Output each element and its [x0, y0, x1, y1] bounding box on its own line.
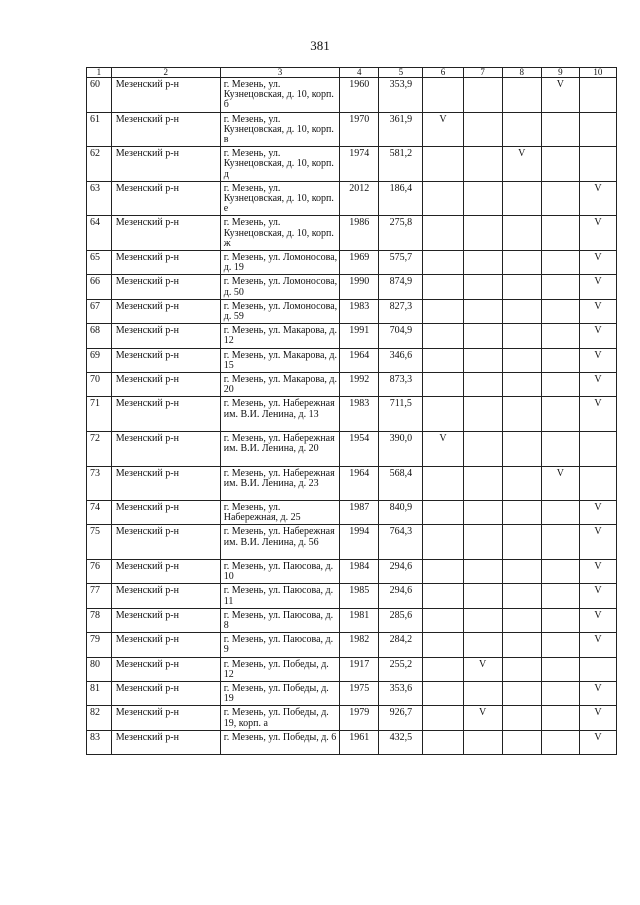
row-number: 62 [87, 147, 112, 182]
table-row [87, 372, 617, 396]
mark-cell-col-10: V [579, 525, 616, 560]
mark-cell-col-7 [463, 216, 502, 251]
address-cell: г. Мезень, ул. Паюсова, д. 10 [220, 560, 339, 584]
mark-cell-col-6 [423, 397, 463, 432]
district-cell: Мезенский р-н [111, 584, 220, 608]
mark-cell-col-8 [502, 501, 541, 525]
address-cell: г. Мезень, ул. Кузнецовская, д. 10, корп. ж [220, 216, 339, 251]
year-cell: 2012 [340, 181, 379, 216]
row-number: 71 [87, 397, 112, 432]
table-row [87, 275, 617, 299]
mark-cell-col-7 [463, 608, 502, 632]
mark-cell-col-8 [502, 78, 541, 113]
address-cell: г. Мезень, ул. Набережная им. В.И. Ленина, д. 23 [220, 466, 339, 501]
area-cell: 255,2 [379, 657, 423, 681]
district-cell: Мезенский р-н [111, 147, 220, 182]
district-cell: Мезенский р-н [111, 706, 220, 730]
mark-cell-col-10: V [579, 324, 616, 348]
mark-cell-col-9 [541, 397, 579, 432]
address-cell: г. Мезень, ул. Паюсова, д. 11 [220, 584, 339, 608]
address-cell: г. Мезень, ул. Макарова, д. 20 [220, 372, 339, 396]
mark-cell-col-8 [502, 216, 541, 251]
mark-cell-col-7 [463, 682, 502, 706]
mark-cell-col-7: V [463, 706, 502, 730]
mark-cell-col-6 [423, 525, 463, 560]
mark-cell-col-6 [423, 730, 463, 754]
row-number: 78 [87, 608, 112, 632]
area-cell: 711,5 [379, 397, 423, 432]
mark-cell-col-6 [423, 584, 463, 608]
mark-cell-col-9 [541, 608, 579, 632]
row-number: 72 [87, 431, 112, 466]
mark-cell-col-9 [541, 584, 579, 608]
mark-cell-col-7 [463, 525, 502, 560]
mark-cell-col-10: V [579, 299, 616, 323]
mark-cell-col-6: V [423, 112, 463, 147]
address-cell: г. Мезень, ул. Паюсова, д. 9 [220, 633, 339, 657]
mark-cell-col-8 [502, 275, 541, 299]
column-header-1: 1 [87, 68, 112, 78]
mark-cell-col-10: V [579, 250, 616, 274]
mark-cell-col-6 [423, 324, 463, 348]
mark-cell-col-7 [463, 250, 502, 274]
table-row [87, 397, 617, 432]
year-cell: 1982 [340, 633, 379, 657]
row-number: 70 [87, 372, 112, 396]
mark-cell-col-8 [502, 431, 541, 466]
district-cell: Мезенский р-н [111, 633, 220, 657]
district-cell: Мезенский р-н [111, 657, 220, 681]
row-number: 69 [87, 348, 112, 372]
mark-cell-col-8 [502, 633, 541, 657]
page-number: 381 [310, 38, 330, 53]
address-cell: г. Мезень, ул. Макарова, д. 12 [220, 324, 339, 348]
mark-cell-col-6 [423, 181, 463, 216]
year-cell: 1991 [340, 324, 379, 348]
mark-cell-col-7 [463, 372, 502, 396]
table-row [87, 299, 617, 323]
area-cell: 704,9 [379, 324, 423, 348]
table-row [87, 216, 617, 251]
mark-cell-col-7 [463, 348, 502, 372]
mark-cell-col-10: V [579, 501, 616, 525]
table-row [87, 706, 617, 730]
area-cell: 581,2 [379, 147, 423, 182]
buildings-table [86, 67, 617, 755]
mark-cell-col-7 [463, 299, 502, 323]
table-row [87, 730, 617, 754]
mark-cell-col-8 [502, 112, 541, 147]
mark-cell-col-9 [541, 216, 579, 251]
mark-cell-col-9 [541, 633, 579, 657]
column-header-5: 5 [379, 68, 423, 78]
mark-cell-col-6 [423, 147, 463, 182]
area-cell: 186,4 [379, 181, 423, 216]
area-cell: 926,7 [379, 706, 423, 730]
mark-cell-col-8 [502, 466, 541, 501]
address-cell: г. Мезень, ул. Ломоносова, д. 59 [220, 299, 339, 323]
address-cell: г. Мезень, ул. Кузнецовская, д. 10, корп. в [220, 112, 339, 147]
mark-cell-col-9 [541, 501, 579, 525]
row-number: 64 [87, 216, 112, 251]
area-cell: 275,8 [379, 216, 423, 251]
mark-cell-col-7 [463, 501, 502, 525]
mark-cell-col-8 [502, 682, 541, 706]
mark-cell-col-6: V [423, 431, 463, 466]
mark-cell-col-10: V [579, 275, 616, 299]
mark-cell-col-9: V [541, 466, 579, 501]
year-cell: 1981 [340, 608, 379, 632]
row-number: 63 [87, 181, 112, 216]
year-cell: 1961 [340, 730, 379, 754]
mark-cell-col-10: V [579, 584, 616, 608]
mark-cell-col-10: V [579, 348, 616, 372]
year-cell: 1960 [340, 78, 379, 113]
year-cell: 1964 [340, 466, 379, 501]
table-row [87, 250, 617, 274]
column-header-4: 4 [340, 68, 379, 78]
mark-cell-col-8: V [502, 147, 541, 182]
row-number: 73 [87, 466, 112, 501]
mark-cell-col-9 [541, 324, 579, 348]
table-row [87, 181, 617, 216]
district-cell: Мезенский р-н [111, 372, 220, 396]
mark-cell-col-9 [541, 525, 579, 560]
mark-cell-col-6 [423, 706, 463, 730]
mark-cell-col-7 [463, 275, 502, 299]
district-cell: Мезенский р-н [111, 560, 220, 584]
district-cell: Мезенский р-н [111, 275, 220, 299]
area-cell: 827,3 [379, 299, 423, 323]
year-cell: 1954 [340, 431, 379, 466]
row-number: 82 [87, 706, 112, 730]
mark-cell-col-6 [423, 250, 463, 274]
area-cell: 353,6 [379, 682, 423, 706]
year-cell: 1969 [340, 250, 379, 274]
district-cell: Мезенский р-н [111, 397, 220, 432]
table-row [87, 560, 617, 584]
address-cell: г. Мезень, ул. Победы, д. 19, корп. а [220, 706, 339, 730]
table-row [87, 525, 617, 560]
district-cell: Мезенский р-н [111, 525, 220, 560]
mark-cell-col-8 [502, 657, 541, 681]
area-cell: 285,6 [379, 608, 423, 632]
mark-cell-col-6 [423, 560, 463, 584]
address-cell: г. Мезень, ул. Набережная им. В.И. Ленина, д. 56 [220, 525, 339, 560]
table-row [87, 324, 617, 348]
mark-cell-col-6 [423, 466, 463, 501]
address-cell: г. Мезень, ул. Макарова, д. 15 [220, 348, 339, 372]
table-row [87, 78, 617, 113]
row-number: 74 [87, 501, 112, 525]
address-cell: г. Мезень, ул. Паюсова, д. 8 [220, 608, 339, 632]
mark-cell-col-9: V [541, 78, 579, 113]
area-cell: 874,9 [379, 275, 423, 299]
mark-cell-col-8 [502, 706, 541, 730]
district-cell: Мезенский р-н [111, 431, 220, 466]
mark-cell-col-9 [541, 560, 579, 584]
district-cell: Мезенский р-н [111, 466, 220, 501]
district-cell: Мезенский р-н [111, 181, 220, 216]
mark-cell-col-7 [463, 78, 502, 113]
mark-cell-col-7 [463, 466, 502, 501]
area-cell: 361,9 [379, 112, 423, 147]
row-number: 65 [87, 250, 112, 274]
mark-cell-col-9 [541, 431, 579, 466]
mark-cell-col-10: V [579, 560, 616, 584]
district-cell: Мезенский р-н [111, 216, 220, 251]
mark-cell-col-7 [463, 730, 502, 754]
table-row [87, 657, 617, 681]
district-cell: Мезенский р-н [111, 501, 220, 525]
district-cell: Мезенский р-н [111, 682, 220, 706]
mark-cell-col-7 [463, 147, 502, 182]
district-cell: Мезенский р-н [111, 730, 220, 754]
area-cell: 873,3 [379, 372, 423, 396]
year-cell: 1970 [340, 112, 379, 147]
district-cell: Мезенский р-н [111, 112, 220, 147]
district-cell: Мезенский р-н [111, 299, 220, 323]
mark-cell-col-6 [423, 299, 463, 323]
mark-cell-col-8 [502, 525, 541, 560]
year-cell: 1979 [340, 706, 379, 730]
year-cell: 1986 [340, 216, 379, 251]
mark-cell-col-10: V [579, 706, 616, 730]
area-cell: 764,3 [379, 525, 423, 560]
year-cell: 1983 [340, 397, 379, 432]
year-cell: 1990 [340, 275, 379, 299]
mark-cell-col-10 [579, 466, 616, 501]
mark-cell-col-9 [541, 299, 579, 323]
address-cell: г. Мезень, ул. Кузнецовская, д. 10, корп. б [220, 78, 339, 113]
mark-cell-col-8 [502, 299, 541, 323]
mark-cell-col-6 [423, 633, 463, 657]
area-cell: 353,9 [379, 78, 423, 113]
row-number: 75 [87, 525, 112, 560]
district-cell: Мезенский р-н [111, 348, 220, 372]
mark-cell-col-10: V [579, 633, 616, 657]
address-cell: г. Мезень, ул. Победы, д. 6 [220, 730, 339, 754]
mark-cell-col-10 [579, 78, 616, 113]
column-header-6: 6 [423, 68, 463, 78]
year-cell: 1984 [340, 560, 379, 584]
mark-cell-col-8 [502, 730, 541, 754]
table-row [87, 348, 617, 372]
mark-cell-col-9 [541, 250, 579, 274]
mark-cell-col-7 [463, 431, 502, 466]
mark-cell-col-8 [502, 560, 541, 584]
mark-cell-col-10: V [579, 397, 616, 432]
mark-cell-col-10: V [579, 682, 616, 706]
mark-cell-col-6 [423, 608, 463, 632]
area-cell: 284,2 [379, 633, 423, 657]
mark-cell-col-9 [541, 657, 579, 681]
mark-cell-col-9 [541, 730, 579, 754]
mark-cell-col-7 [463, 633, 502, 657]
row-number: 83 [87, 730, 112, 754]
mark-cell-col-8 [502, 181, 541, 216]
column-header-10: 10 [579, 68, 616, 78]
mark-cell-col-9 [541, 112, 579, 147]
address-cell: г. Мезень, ул. Ломоносова, д. 50 [220, 275, 339, 299]
row-number: 61 [87, 112, 112, 147]
mark-cell-col-7 [463, 324, 502, 348]
mark-cell-col-6 [423, 275, 463, 299]
column-header-2: 2 [111, 68, 220, 78]
address-cell: г. Мезень, ул. Набережная им. В.И. Ленина, д. 13 [220, 397, 339, 432]
mark-cell-col-6 [423, 372, 463, 396]
district-cell: Мезенский р-н [111, 608, 220, 632]
mark-cell-col-10: V [579, 730, 616, 754]
mark-cell-col-10 [579, 112, 616, 147]
row-number: 80 [87, 657, 112, 681]
mark-cell-col-6 [423, 657, 463, 681]
row-number: 76 [87, 560, 112, 584]
mark-cell-col-9 [541, 348, 579, 372]
mark-cell-col-7: V [463, 657, 502, 681]
mark-cell-col-8 [502, 348, 541, 372]
mark-cell-col-8 [502, 372, 541, 396]
address-cell: г. Мезень, ул. Победы, д. 12 [220, 657, 339, 681]
mark-cell-col-7 [463, 181, 502, 216]
mark-cell-col-9 [541, 372, 579, 396]
area-cell: 294,6 [379, 560, 423, 584]
mark-cell-col-9 [541, 275, 579, 299]
address-cell: г. Мезень, ул. Набережная, д. 25 [220, 501, 339, 525]
table-row [87, 608, 617, 632]
address-cell: г. Мезень, ул. Кузнецовская, д. 10, корп. д [220, 147, 339, 182]
year-cell: 1992 [340, 372, 379, 396]
column-header-9: 9 [541, 68, 579, 78]
mark-cell-col-10 [579, 147, 616, 182]
mark-cell-col-7 [463, 112, 502, 147]
column-header-8: 8 [502, 68, 541, 78]
mark-cell-col-10 [579, 657, 616, 681]
year-cell: 1983 [340, 299, 379, 323]
mark-cell-col-7 [463, 397, 502, 432]
mark-cell-col-7 [463, 560, 502, 584]
table-row [87, 466, 617, 501]
table-row [87, 147, 617, 182]
year-cell: 1917 [340, 657, 379, 681]
area-cell: 390,0 [379, 431, 423, 466]
area-cell: 840,9 [379, 501, 423, 525]
mark-cell-col-6 [423, 216, 463, 251]
address-cell: г. Мезень, ул. Кузнецовская, д. 10, корп. е [220, 181, 339, 216]
column-header-3: 3 [220, 68, 339, 78]
year-cell: 1985 [340, 584, 379, 608]
mark-cell-col-8 [502, 608, 541, 632]
table-row [87, 501, 617, 525]
year-cell: 1987 [340, 501, 379, 525]
mark-cell-col-8 [502, 584, 541, 608]
mark-cell-col-9 [541, 147, 579, 182]
mark-cell-col-6 [423, 682, 463, 706]
mark-cell-col-8 [502, 397, 541, 432]
district-cell: Мезенский р-н [111, 324, 220, 348]
mark-cell-col-7 [463, 584, 502, 608]
table-row [87, 682, 617, 706]
row-number: 77 [87, 584, 112, 608]
mark-cell-col-10: V [579, 216, 616, 251]
table-header-row [87, 68, 617, 78]
table-row [87, 633, 617, 657]
address-cell: г. Мезень, ул. Ломоносова, д. 19 [220, 250, 339, 274]
mark-cell-col-10: V [579, 181, 616, 216]
mark-cell-col-9 [541, 706, 579, 730]
mark-cell-col-6 [423, 501, 463, 525]
row-number: 66 [87, 275, 112, 299]
row-number: 67 [87, 299, 112, 323]
district-cell: Мезенский р-н [111, 250, 220, 274]
mark-cell-col-10: V [579, 608, 616, 632]
mark-cell-col-8 [502, 250, 541, 274]
area-cell: 568,4 [379, 466, 423, 501]
mark-cell-col-10 [579, 431, 616, 466]
year-cell: 1994 [340, 525, 379, 560]
column-header-7: 7 [463, 68, 502, 78]
mark-cell-col-8 [502, 324, 541, 348]
area-cell: 346,6 [379, 348, 423, 372]
area-cell: 294,6 [379, 584, 423, 608]
row-number: 68 [87, 324, 112, 348]
row-number: 79 [87, 633, 112, 657]
table-row [87, 431, 617, 466]
mark-cell-col-6 [423, 348, 463, 372]
mark-cell-col-6 [423, 78, 463, 113]
table-row [87, 584, 617, 608]
district-cell: Мезенский р-н [111, 78, 220, 113]
row-number: 60 [87, 78, 112, 113]
year-cell: 1975 [340, 682, 379, 706]
address-cell: г. Мезень, ул. Набережная им. В.И. Ленина, д. 20 [220, 431, 339, 466]
mark-cell-col-9 [541, 181, 579, 216]
address-cell: г. Мезень, ул. Победы, д. 19 [220, 682, 339, 706]
mark-cell-col-10: V [579, 372, 616, 396]
mark-cell-col-9 [541, 682, 579, 706]
year-cell: 1964 [340, 348, 379, 372]
area-cell: 575,7 [379, 250, 423, 274]
table-row [87, 112, 617, 147]
year-cell: 1974 [340, 147, 379, 182]
row-number: 81 [87, 682, 112, 706]
area-cell: 432,5 [379, 730, 423, 754]
